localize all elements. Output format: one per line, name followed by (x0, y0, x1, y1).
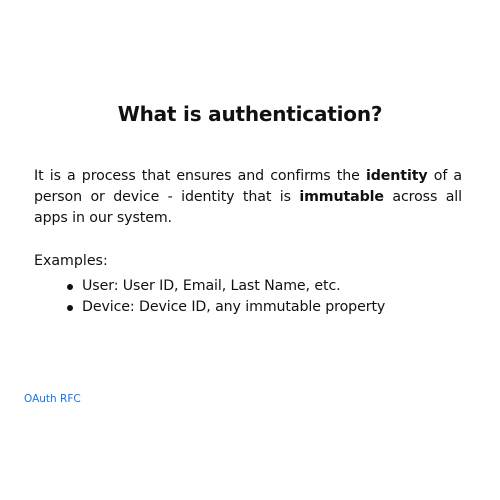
bullet-icon (67, 284, 73, 290)
definition-paragraph (34, 166, 462, 229)
paragraph-bold-identity: identity (365, 168, 428, 184)
bullet-icon (67, 305, 73, 311)
slide-title: What is authentication? (117, 102, 383, 126)
paragraph-text-2: of a person or device - identity that is (34, 168, 462, 205)
examples-heading: Examples: (34, 253, 108, 269)
example-user: User: User ID, Email, Last Name, etc. (82, 278, 341, 294)
oauth-rfc-link[interactable]: OAuth RFC (24, 393, 81, 405)
list-item (64, 276, 385, 297)
paragraph-text-1: It is a process that ensures and confirms the (34, 168, 366, 184)
paragraph-bold-immutable: immutable (299, 189, 384, 205)
example-device: Device: Device ID, any immutable property (82, 299, 386, 315)
examples-list (64, 276, 385, 318)
list-item (64, 297, 385, 318)
paragraph-text-3: across all apps in our system. (34, 189, 462, 226)
